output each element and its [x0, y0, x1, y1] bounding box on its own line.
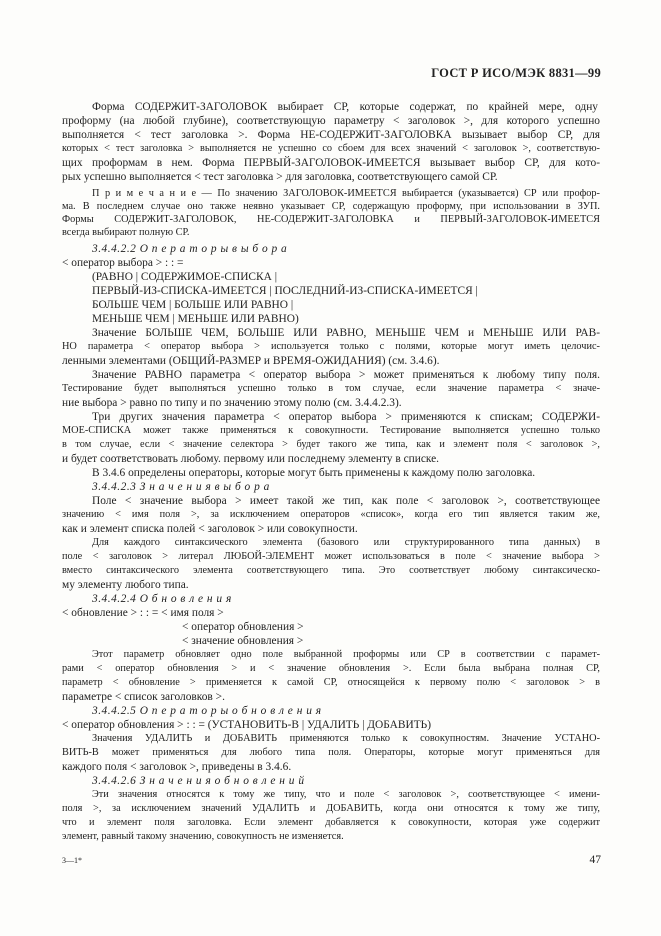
page-number: 47 — [589, 854, 601, 866]
text-line: ние выбора > равно по типу и по значению этому полю (см. 3.4.4.2.3). — [62, 397, 402, 409]
text-line: элемент, равный такому значению, совокупность не изменяется. — [62, 831, 344, 842]
text-line: щих проформам в нем. Форма ПЕРВЫЙ-ЗАГОЛОВОК-ИМЕЕТСЯ вызывает выбор СР, для кото- — [62, 157, 600, 169]
text-line: которых < тест заголовка > выполняется не успешно со сбоем для всех значений < заголовок >, соответствую- — [62, 143, 600, 154]
text-line: рых успешно выполняется < тест заголовка > для заголовка, соответствующего самой СР. — [62, 171, 498, 183]
text-line: параметре < список заголовков >. — [62, 691, 225, 703]
text-line: вместо синтаксического элемента соответствующего типа. Это соответствует любому синтаксическо- — [62, 565, 600, 576]
note-line: Формы СОДЕРЖИТ-ЗАГОЛОВОК, НЕ-СОДЕРЖИТ-ЗАГОЛОВКА и ПЕРВЫЙ-ЗАГОЛОВОК-ИМЕЕТСЯ — [62, 214, 600, 225]
note-line: ма. В последнем случае оно также неявно указывает СР, содержащую проформу, при использовании в ЗУП. — [62, 201, 600, 212]
section-heading: 3.4.4.2.2 О п е р а т о р ы в ы б о р а — [92, 243, 288, 255]
text-line: МОЕ-СПИСКА может также применяться к совокупности. Тестирование выполняется успешно только — [62, 425, 600, 436]
text-line: ВИТЬ-В может применяться для любого типа поля. Операторы, которые могут применяться для — [62, 747, 600, 758]
section-heading: 3.4.4.2.6 З н а ч е н и я о б н о в л е н и й — [92, 775, 305, 787]
text-line: Три других значения параметра < оператор выбора > применяются к спискам; СОДЕРЖИ- — [92, 411, 600, 423]
text-line: Значение РАВНО параметра < оператор выбора > может применяться к любому типу поля. — [92, 369, 600, 381]
syntax-line: МЕНЬШЕ ЧЕМ | МЕНЬШЕ ИЛИ РАВНО) — [92, 313, 299, 325]
text-line: профоpму (на любой глубине), соответствующую параметру < заголовок >, для которого успешно — [62, 115, 600, 127]
text-line: и будет соответствовать любому. первому или последнему элементу в списке. — [62, 453, 440, 465]
text-line: параметр < обновление > применяется к самой СР, относящейся к первому полю < заголовок > в — [62, 677, 600, 688]
document-header: ГОСТ Р ИСО/МЭК 8831—99 — [431, 66, 601, 80]
text-line: Значение БОЛЬШЕ ЧЕМ, БОЛЬШЕ ИЛИ РАВНО, МЕНЬШЕ ЧЕМ и МЕНЬШЕ ИЛИ РАВ- — [92, 327, 600, 339]
text-line: в том случае, если < значение селектора > будет такого же типа, как и элемент поля < заголовок >, — [62, 439, 600, 450]
text-line: что и элемент поля заголовка. Если элемент добавляется к совокупности, которая уже содержит — [62, 817, 600, 828]
text-line: Этот параметр обновляет одно поле выбранной проформы или СР в соответствии с парамет- — [92, 649, 600, 660]
text-line: каждого поля < заголовок >, приведены в 3.4.6. — [62, 761, 292, 773]
text-line: Для каждого синтаксического элемента (базового или структурированного типа данных) в — [92, 537, 600, 548]
text-line: значению < имя поля >, за исключением операторов «список», когда его тип является таким же, — [62, 509, 600, 520]
syntax-line: < оператор обновления > — [182, 621, 304, 633]
section-heading: 3.4.4.2.5 О п е р а т о р ы о б н о в л е н и я — [92, 705, 322, 717]
text-line: Форма СОДЕРЖИТ-ЗАГОЛОВОК выбирает СР, которые содержат, по крайней мере, одну — [92, 101, 598, 113]
syntax-line: ПЕРВЫЙ-ИЗ-СПИСКА-ИМЕЕТСЯ | ПОСЛЕДНИЙ-ИЗ-СПИСКА-ИМЕЕТСЯ | — [92, 285, 478, 297]
note-line: всегда выбирают полную СР. — [62, 227, 190, 238]
note-line: П р и м е ч а н и е — По значению ЗАГОЛОВОК-ИМЕЕТСЯ выбирается (указывается) СР или профор- — [92, 188, 600, 199]
text-line: Тестирование будет выполняться успешно только в том случае, если значение параметра < значе- — [62, 383, 600, 394]
text-line: выполняется < тест заголовка >. Форма НЕ-СОДЕРЖИТ-ЗАГОЛОВКА вызывает выбор СР, для — [62, 129, 600, 141]
text-line: Эти значения относятся к тому же типу, что и поле < заголовок >, соответствующее < имени- — [92, 789, 600, 800]
text-line: Поле < значение выбора > имеет такой же тип, как поле < заголовок >, соответствующее — [92, 495, 600, 507]
text-line: рами < оператор обновления > и < значение обновления >. Если была выбрана полная СР, — [62, 663, 600, 674]
text-line: < оператор выбора > : : = — [62, 257, 184, 269]
text-line: ленными элементами (ОБЩИЙ-РАЗМЕР и ВРЕМЯ-ОЖИДАНИЯ) (см. 3.4.6). — [62, 355, 440, 367]
text-line: В 3.4.6 определены операторы, которые могут быть применены к каждому полю заголовка. — [92, 467, 536, 479]
section-heading: 3.4.4.2.4 О б н о в л е н и я — [92, 593, 232, 605]
text-line: поле < заголовок > литерал ЛЮБОЙ-ЭЛЕМЕНТ может использоваться в поле < значение выбора > — [62, 551, 600, 562]
syntax-line: < оператор обновления > : : = (УСТАНОВИТЬ-В | УДАЛИТЬ | ДОБАВИТЬ) — [62, 719, 432, 731]
section-heading: 3.4.4.2.3 З н а ч е н и я в ы б о р а — [92, 481, 270, 493]
text-line: му элементу любого типа. — [62, 579, 189, 591]
syntax-line: (РАВНО | СОДЕРЖИМОЕ-СПИСКА | — [92, 271, 277, 283]
syntax-line: < обновление > : : = < имя поля > — [62, 607, 224, 619]
syntax-line: < значение обновления > — [182, 635, 304, 647]
text-line: поля >, за исключением значений УДАЛИТЬ и ДОБАВИТЬ, когда они относятся к тому же типу, — [62, 803, 600, 814]
sheet-mark: 3—1* — [62, 856, 82, 865]
text-line: НО параметра < оператор выбора > используется только с полями, которые могут иметь целочис- — [62, 341, 600, 352]
text-line: Значения УДАЛИТЬ и ДОБАВИТЬ применяются только к совокупностям. Значение УСТАНО- — [92, 733, 600, 744]
syntax-line: БОЛЬШЕ ЧЕМ | БОЛЬШЕ ИЛИ РАВНО | — [92, 299, 294, 311]
text-line: как и элемент списка полей < заголовок > или совокупности. — [62, 523, 358, 535]
